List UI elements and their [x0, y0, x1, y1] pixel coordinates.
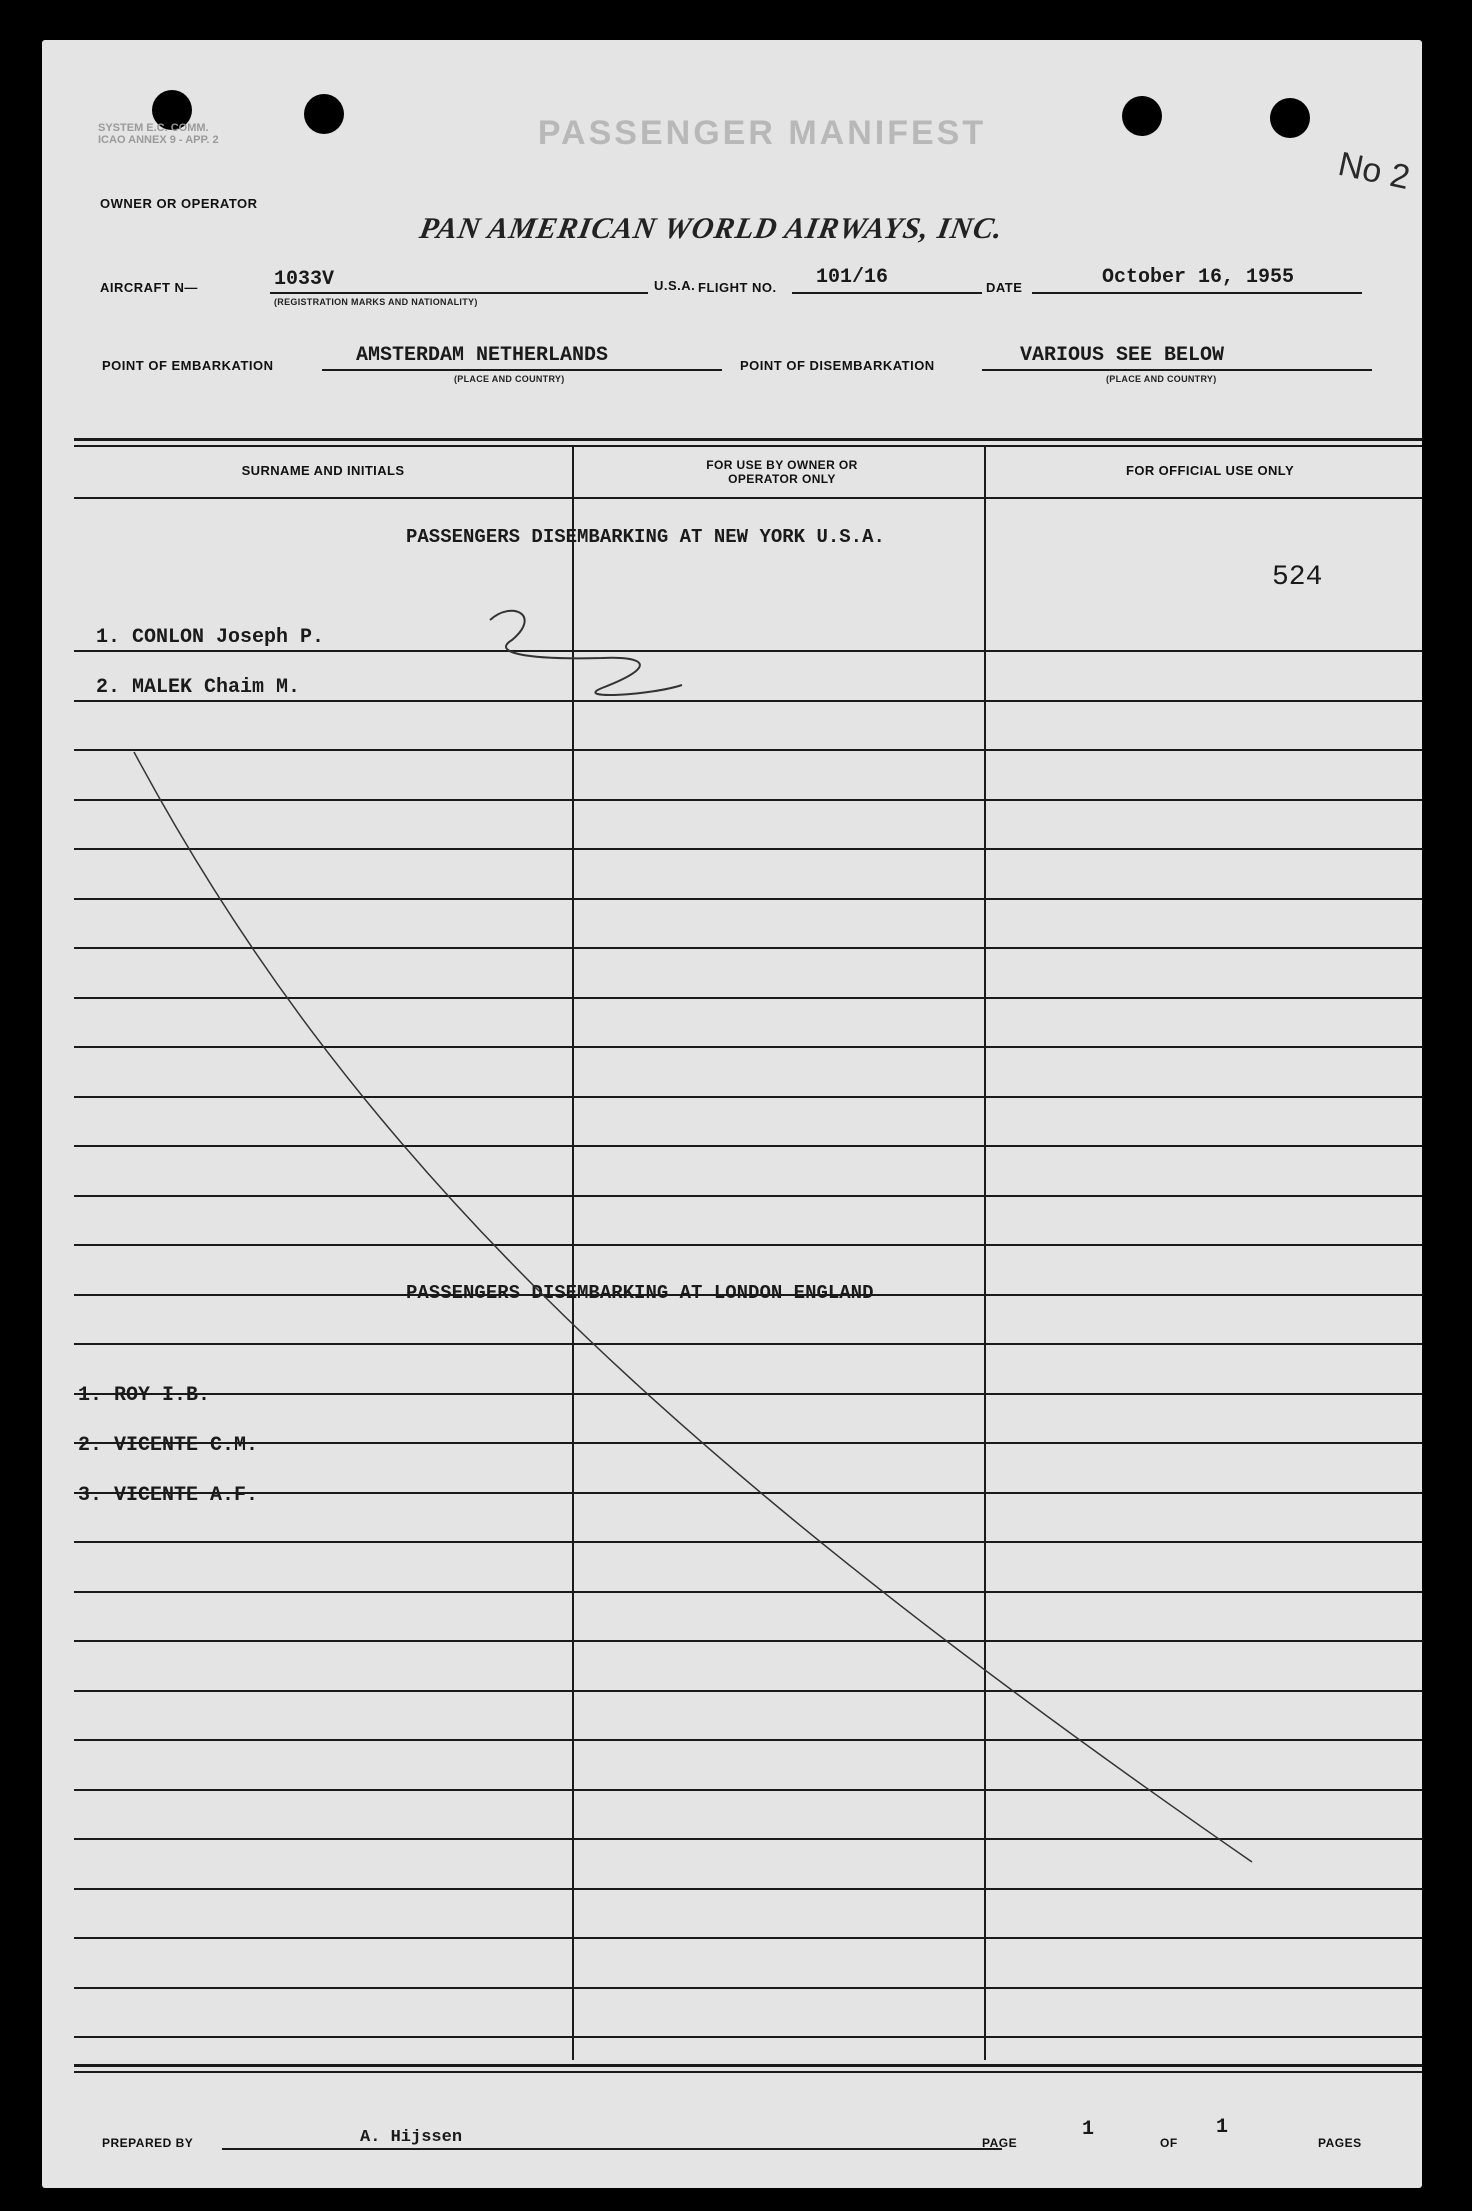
- date-value: October 16, 1955: [1102, 266, 1295, 289]
- registration-note: (REGISTRATION MARKS AND NATIONALITY): [274, 297, 478, 307]
- date-label: DATE: [986, 280, 1023, 295]
- manifest-sheet: [42, 40, 1422, 2188]
- passenger-entry: 3. VICENTE A.F.: [78, 1484, 259, 1507]
- passenger-entry: 1. CONLON Joseph P.: [96, 626, 325, 649]
- section-heading-new-york: PASSENGERS DISEMBARKING AT NEW YORK U.S.A.: [406, 526, 885, 548]
- passenger-entry: 1. ROY I.B.: [78, 1384, 211, 1407]
- embark-label: POINT OF EMBARKATION: [102, 358, 274, 373]
- embark-value: AMSTERDAM NETHERLANDS: [356, 344, 609, 367]
- prepared-value: A. Hijssen: [360, 2128, 463, 2147]
- flight-value: 101/16: [816, 266, 889, 289]
- pen-marks: [42, 40, 1422, 2188]
- place-note: (PLACE AND COUNTRY): [454, 374, 565, 384]
- operator-name: PAN AMERICAN WORLD AIRWAYS, INC.: [417, 212, 1006, 245]
- aircraft-label: AIRCRAFT N—: [100, 280, 198, 295]
- section-heading-london: PASSENGERS DISEMBARKING AT LONDON ENGLAND: [406, 1282, 874, 1304]
- column-header-official: FOR OFFICIAL USE ONLY: [1125, 463, 1295, 478]
- pages-label: PAGES: [1318, 2136, 1362, 2150]
- document-title: PASSENGER MANIFEST: [537, 114, 987, 152]
- prepared-label: PREPARED BY: [102, 2136, 194, 2150]
- disembark-label: POINT OF DISEMBARKATION: [740, 358, 935, 373]
- tick-mark: [490, 611, 682, 695]
- place-note: (PLACE AND COUNTRY): [1106, 374, 1217, 384]
- flight-label: FLIGHT NO.: [698, 280, 777, 295]
- disembark-value: VARIOUS SEE BELOW: [1020, 344, 1225, 367]
- passenger-entry: 2. VICENTE C.M.: [78, 1434, 259, 1457]
- form-reference: SYSTEM E.C. COMM. ICAO ANNEX 9 - APP. 2: [98, 122, 219, 146]
- cancel-stroke: [134, 752, 1252, 1862]
- page-value: 1: [1082, 2118, 1095, 2141]
- underline: [222, 2148, 1002, 2150]
- owner-label: OWNER OR OPERATOR: [100, 196, 258, 211]
- pages-value: 1: [1216, 2116, 1229, 2139]
- usa-label: U.S.A.: [654, 278, 696, 293]
- of-label: OF: [1160, 2136, 1178, 2150]
- page-label: PAGE: [982, 2136, 1018, 2150]
- margin-note: No 2: [1334, 144, 1414, 198]
- column-header-owner: FOR USE BY OWNER OR OPERATOR ONLY: [706, 458, 858, 486]
- column-header-surname: SURNAME AND INITIALS: [241, 463, 405, 478]
- aircraft-value: 1033V: [274, 268, 335, 291]
- passenger-entry: 2. MALEK Chaim M.: [96, 676, 301, 699]
- official-number: 524: [1272, 562, 1323, 593]
